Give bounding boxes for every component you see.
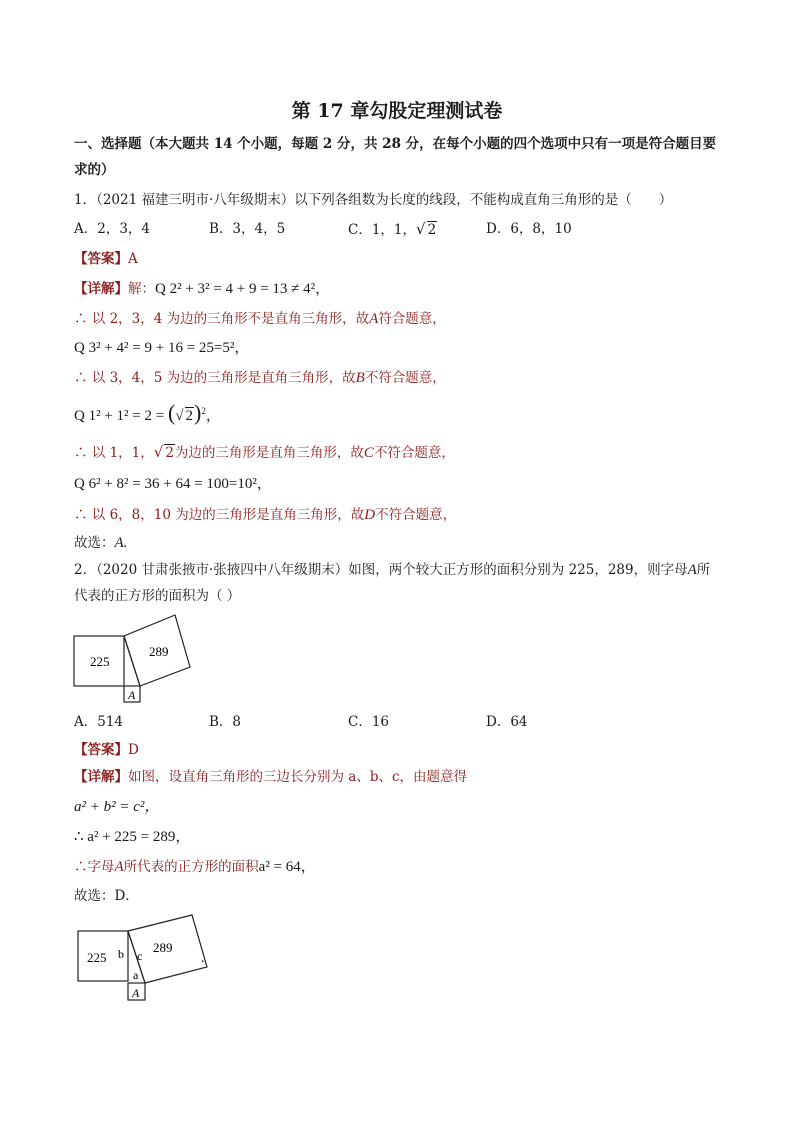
q1-eq1: Q 2² + 3² = 4 + 9 = 13 ≠ 4²，	[155, 281, 331, 297]
q1-c3-end: 不符合题意，	[373, 445, 455, 461]
q1-c1-text: ∴ 以 2，3，4 为边的三角形不是直角三角形，故	[74, 311, 370, 327]
q1-eq3-radicand: 2	[185, 408, 194, 424]
answer-value: D	[128, 742, 139, 758]
exponent-2: 2	[201, 406, 206, 416]
label-b: b	[118, 947, 124, 961]
q2-stem-line2: 代表的正方形的面积为（ ）	[74, 588, 241, 604]
right-paren: )	[194, 400, 202, 425]
q1-c2-var: B	[355, 370, 365, 386]
label-225: 225	[90, 654, 110, 669]
q1-stem: 1．（2021 福建三明市·八年级期末）以下列各组数为长度的线段，不能构成直角三角形的是（ ）	[74, 192, 673, 208]
q2-choose: 故选：D．	[74, 888, 139, 904]
label-a-square: A	[128, 688, 136, 702]
q1-c4-end: 不符合题意，	[375, 507, 457, 523]
section-heading-line2: 求的）	[74, 162, 115, 178]
q1-c2-end: 不符合题意，	[364, 370, 446, 386]
detail-label: 【详解】	[74, 769, 128, 785]
radical-sign: √	[416, 220, 426, 238]
q1-option-c-radicand: 2	[427, 222, 437, 238]
figure-period: .	[201, 951, 205, 966]
label-289: 289	[149, 644, 169, 659]
q2-option-a: A．514	[74, 714, 124, 730]
q1-eq4: Q 6² + 8² = 36 + 64 = 100=10²，	[74, 476, 272, 492]
detail-text: 如图，设直角三角形的三边长分别为 a、b、c，由题意得	[128, 769, 468, 785]
q2-c1-var: A	[114, 859, 124, 875]
label-c: c	[137, 949, 143, 963]
q2-option-b: B．8	[209, 714, 242, 730]
q1-option-c-prefix: C．1，1，	[348, 222, 417, 238]
q1-c2-text: ∴ 以 3，4，5 为边的三角形是直角三角形，故	[74, 370, 356, 386]
answer-value: A	[128, 251, 138, 267]
q1-c1-var: A	[369, 311, 379, 327]
radical-sign: √	[175, 408, 184, 424]
q1-c3-var: C	[363, 445, 374, 461]
q1-eq3-prefix: Q 1² + 1² = 2 =	[74, 408, 165, 424]
label-a-square: A	[132, 986, 140, 1000]
q1-choose-label: 故选：	[74, 535, 115, 551]
q1-c4-text: ∴ 以 6，8，10 为边的三角形是直角三角形，故	[74, 507, 365, 523]
label-225: 225	[87, 950, 107, 965]
page-title: 第 17 章勾股定理测试卷	[291, 100, 503, 122]
q2-eq1: a² + b² = c²，	[74, 799, 160, 815]
q1-c3-mid: 为边的三角形是直角三角形，故	[174, 445, 364, 461]
q2-stem-end: 所	[696, 562, 711, 578]
left-paren: (	[167, 400, 176, 425]
q1-eq3: Q 1² + 1² = 2 = (√ 2)$^2$，	[74, 400, 221, 425]
detail-label: 【详解】	[74, 281, 128, 297]
q1-option-d: D．6，8，10	[486, 221, 572, 237]
q1-eq2: Q 3² + 4² = 9 + 16 = 25=5²，	[74, 340, 250, 356]
answer-label: 【答案】	[74, 742, 128, 758]
q1-c3-radicand: 2	[165, 445, 174, 461]
q1-choose-var: A.	[114, 535, 128, 551]
q2-stem-var: A	[687, 562, 697, 578]
q1-option-b: B．3，4，5	[209, 221, 286, 237]
q1-option-a: A．2，3，4	[74, 221, 151, 237]
detail-prefix: 解：	[128, 281, 155, 297]
label-a: a	[133, 968, 139, 982]
radical-sign: √	[153, 443, 164, 461]
section-heading-line1: 一、选择题（本大题共 14 个小题，每题 2 分，共 28 分，在每个小题的四个选项中只有一项是符合题目要	[74, 136, 717, 152]
q2-c1-mid: 所代表的正方形的面积	[123, 859, 259, 875]
q2-option-c: C．16	[348, 714, 390, 730]
q1-c1-end: 符合题意，	[378, 311, 446, 327]
q2-c1-eq: a² = 64，	[258, 859, 316, 875]
q1-c4-var: D	[364, 507, 376, 523]
q2-option-d: D．64	[486, 714, 528, 730]
q1-c3-prefix: ∴ 以 1，1，	[74, 445, 154, 461]
q2-c1-prefix: ∴字母	[74, 859, 115, 875]
q2-eq2: ∴ a² + 225 = 289，	[74, 829, 191, 845]
answer-label: 【答案】	[74, 251, 128, 267]
label-289: 289	[153, 940, 173, 955]
q2-stem-prefix: 2．（2020 甘肃张掖市·张掖四中八年级期末）如图，两个较大正方形的面积分别为 225，289，则字母	[74, 562, 688, 578]
